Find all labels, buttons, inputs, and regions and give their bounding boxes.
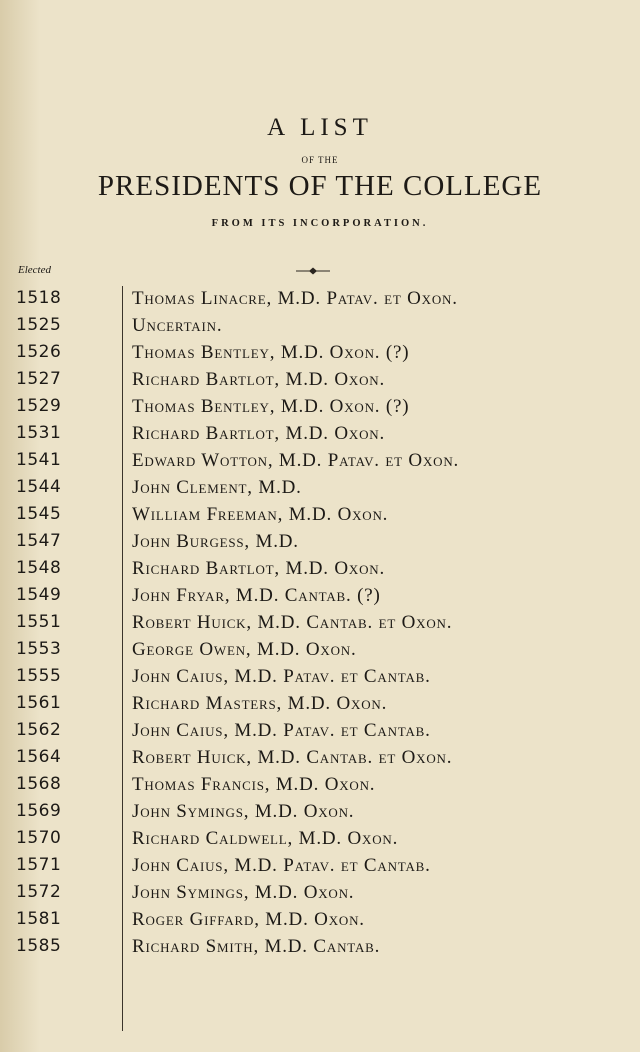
- list-item: [0, 285, 640, 312]
- year-elected: 1547: [16, 531, 62, 551]
- president-name: Richard Masters, M.D. Oxon.: [132, 693, 388, 714]
- president-name: Edward Wotton, M.D. Patav. et Oxon.: [132, 450, 460, 471]
- year-elected: 1518: [16, 288, 62, 308]
- president-name: Richard Bartlot, M.D. Oxon.: [132, 558, 386, 579]
- year-elected: 1548: [16, 558, 62, 578]
- president-name: John Caius, M.D. Patav. et Cantab.: [132, 666, 431, 687]
- year-elected: 1561: [16, 693, 62, 713]
- year-elected: 1564: [16, 747, 62, 767]
- president-name: William Freeman, M.D. Oxon.: [132, 504, 389, 525]
- list-item: [0, 744, 640, 771]
- president-name: John Fryar, M.D. Cantab. (?): [132, 585, 381, 606]
- of-the-line: OF THE: [301, 155, 339, 165]
- president-name: John Clement, M.D.: [132, 477, 302, 498]
- year-elected: 1571: [16, 855, 62, 875]
- year-elected: 1531: [16, 423, 62, 443]
- president-name: John Caius, M.D. Patav. et Cantab.: [132, 855, 431, 876]
- president-name: John Caius, M.D. Patav. et Cantab.: [132, 720, 431, 741]
- year-elected: 1585: [16, 936, 62, 956]
- president-name: Thomas Francis, M.D. Oxon.: [132, 774, 376, 795]
- year-elected: 1526: [16, 342, 62, 362]
- president-name: Robert Huick, M.D. Cantab. et Oxon.: [132, 747, 453, 768]
- list-item: [0, 933, 640, 960]
- list-item: [0, 447, 640, 474]
- list-item: [0, 555, 640, 582]
- year-elected: 1562: [16, 720, 62, 740]
- list-item: [0, 609, 640, 636]
- year-elected: 1581: [16, 909, 62, 929]
- year-elected: 1551: [16, 612, 62, 632]
- president-name: Richard Smith, M.D. Cantab.: [132, 936, 381, 957]
- list-item: [0, 528, 640, 555]
- year-elected: 1553: [16, 639, 62, 659]
- list-item: [0, 636, 640, 663]
- year-elected: 1570: [16, 828, 62, 848]
- president-name: Richard Caldwell, M.D. Oxon.: [132, 828, 399, 849]
- year-elected: 1569: [16, 801, 62, 821]
- list-item: [0, 393, 640, 420]
- year-elected: 1555: [16, 666, 62, 686]
- list-item: [0, 690, 640, 717]
- president-name: John Symings, M.D. Oxon.: [132, 882, 355, 903]
- list-item: [0, 771, 640, 798]
- president-name: Richard Bartlot, M.D. Oxon.: [132, 423, 386, 444]
- president-name: Uncertain.: [132, 315, 223, 336]
- year-elected: 1545: [16, 504, 62, 524]
- year-elected: 1549: [16, 585, 62, 605]
- year-elected: 1544: [16, 477, 62, 497]
- list-item: [0, 582, 640, 609]
- list-item: [0, 501, 640, 528]
- president-name: John Symings, M.D. Oxon.: [132, 801, 355, 822]
- president-name: George Owen, M.D. Oxon.: [132, 639, 357, 660]
- list-item: [0, 879, 640, 906]
- president-name: John Burgess, M.D.: [132, 531, 299, 552]
- subheading: FROM ITS INCORPORATION.: [211, 218, 429, 229]
- elected-column-label: Elected: [18, 264, 51, 276]
- list-item: [0, 663, 640, 690]
- year-elected: 1529: [16, 396, 62, 416]
- list-item: [0, 825, 640, 852]
- president-name: Robert Huick, M.D. Cantab. et Oxon.: [132, 612, 453, 633]
- list-item: [0, 798, 640, 825]
- list-item: [0, 852, 640, 879]
- year-elected: 1525: [16, 315, 62, 335]
- year-elected: 1541: [16, 450, 62, 470]
- president-name: Richard Bartlot, M.D. Oxon.: [132, 369, 386, 390]
- year-elected: 1572: [16, 882, 62, 902]
- president-name: Thomas Linacre, M.D. Patav. et Oxon.: [132, 288, 458, 309]
- year-elected: 1568: [16, 774, 62, 794]
- president-name: Thomas Bentley, M.D. Oxon. (?): [132, 396, 410, 417]
- list-item: [0, 906, 640, 933]
- list-item: [0, 366, 640, 393]
- year-elected: 1527: [16, 369, 62, 389]
- list-item: [0, 420, 640, 447]
- presidents-list: [0, 285, 640, 960]
- president-name: Thomas Bentley, M.D. Oxon. (?): [132, 342, 410, 363]
- president-name: Roger Giffard, M.D. Oxon.: [132, 909, 365, 930]
- list-item: [0, 474, 640, 501]
- main-heading: PRESIDENTS OF THE COLLEGE: [97, 170, 543, 202]
- list-item: [0, 312, 640, 339]
- list-title: A LIST: [267, 114, 373, 141]
- list-item: [0, 339, 640, 366]
- list-item: [0, 717, 640, 744]
- ornament-rule-icon: [296, 266, 330, 276]
